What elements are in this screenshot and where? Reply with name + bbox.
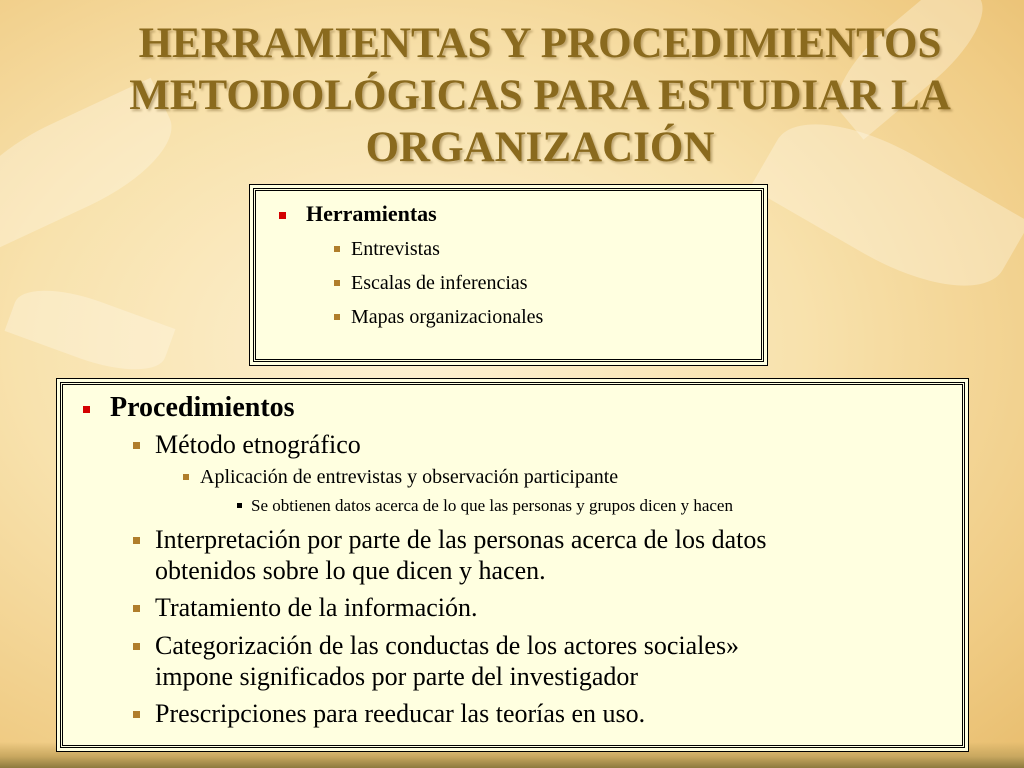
- interpretacion-item: [155, 524, 766, 586]
- tratamiento-item: Tratamiento de la información.: [155, 593, 478, 622]
- herramientas-heading: Herramientas: [306, 201, 437, 226]
- prescripciones-item: Prescripciones para reeducar las teorías en uso.: [155, 699, 646, 728]
- interpretacion-line-2: obtenidos sobre lo que dicen y hacen.: [155, 556, 546, 585]
- aplicacion-item: Aplicación de entrevistas y observación participante: [200, 466, 619, 488]
- herramientas-box: [253, 188, 764, 362]
- metodo-item: Método etnográfico: [155, 430, 361, 459]
- procedimientos-heading: Procedimientos: [110, 392, 295, 423]
- detalle-item: Se obtienen datos acerca de lo que las personas y grupos dicen y hacen: [251, 496, 733, 515]
- slide-title: [60, 18, 1020, 174]
- herramienta-item: Entrevistas: [351, 238, 440, 260]
- categorizacion-item: [155, 630, 739, 692]
- categorizacion-line-2: impone significados por parte del investigador: [155, 662, 639, 691]
- procedimientos-box: [60, 382, 965, 748]
- title-line-1: HERRAMIENTAS Y PROCEDIMIENTOS: [138, 20, 942, 67]
- interpretacion-line-1: Interpretación por parte de las personas acerca de los datos: [155, 525, 767, 554]
- categorizacion-line-1: Categorización de las conductas de los actores sociales»: [155, 631, 740, 660]
- herramienta-item: Escalas de inferencias: [351, 272, 528, 294]
- title-line-3: ORGANIZACIÓN: [365, 124, 715, 171]
- title-line-2: METODOLÓGICAS PARA ESTUDIAR LA: [129, 72, 951, 119]
- herramienta-item: Mapas organizacionales: [351, 306, 544, 328]
